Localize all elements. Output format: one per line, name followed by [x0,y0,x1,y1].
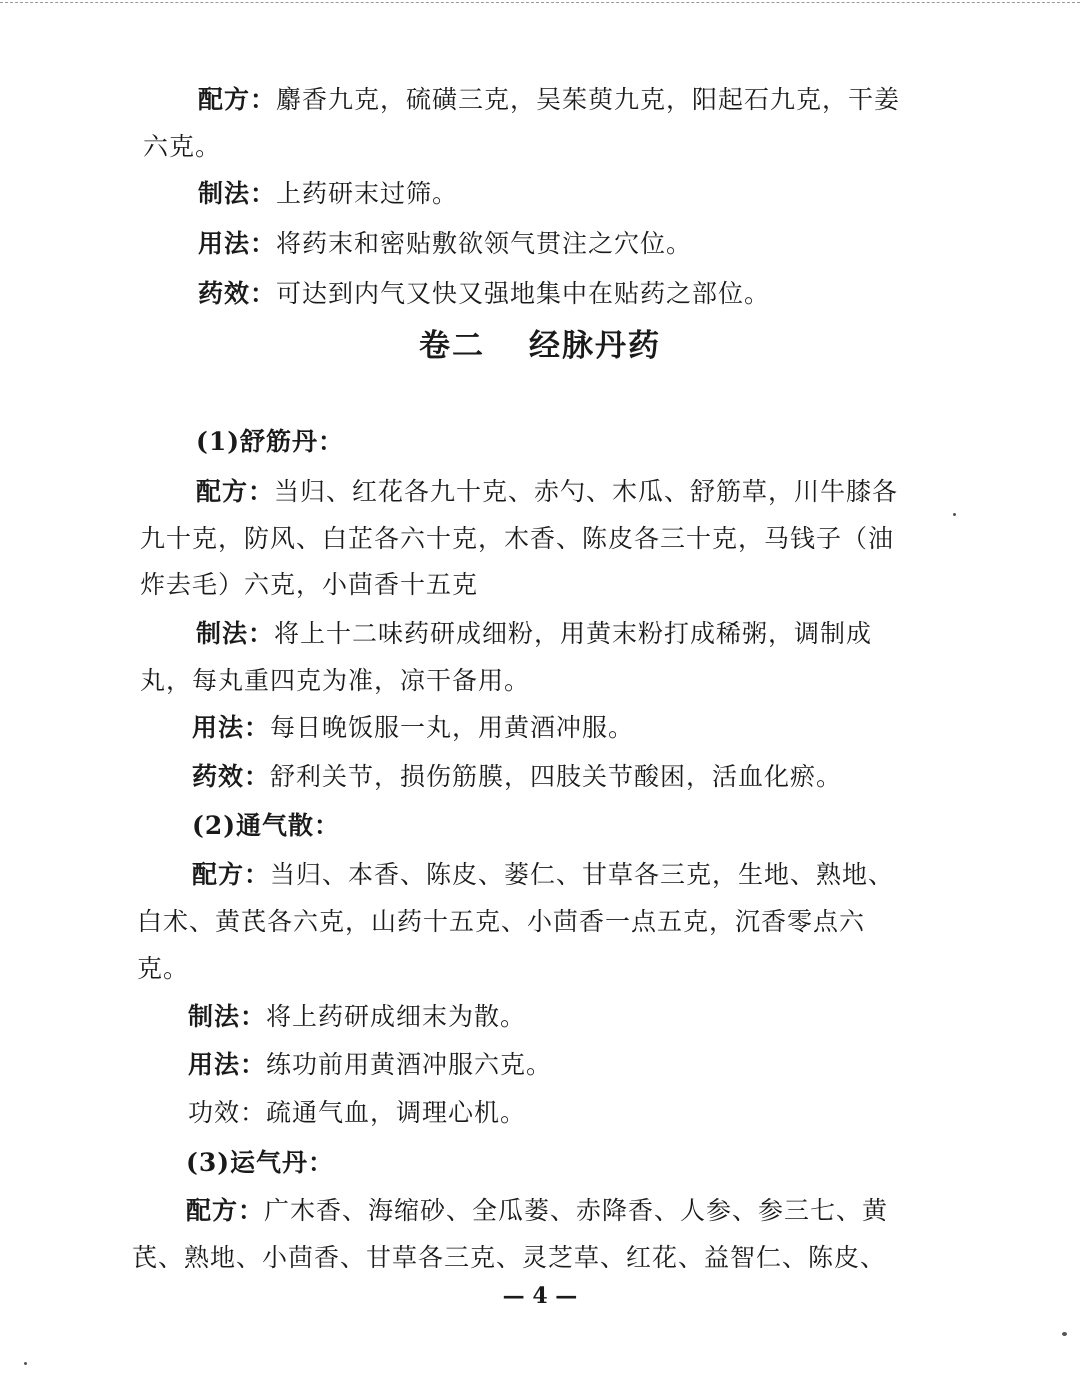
recipe-2-effect-label: 功效： [188,1098,267,1127]
top-usage-label: 用法： [198,229,277,258]
chapter-title: 经脉丹药 [529,328,661,364]
recipe-2-formula-line-2: 白术、黄芪各六克，山药十五克、小茴香一点五克，沉香零点六 [137,907,866,936]
recipe-2-formula-line-1 [192,859,894,891]
recipe-3-formula-line-1 [186,1195,888,1227]
top-formula-line-2: 六克。 [143,132,222,161]
top-usage-text: 将药末和密贴敷欲领气贯注之穴位。 [276,229,693,258]
page-number: — 4 — [502,1283,578,1309]
recipe-1-usage-text: 每日晚饭服一丸，用黄酒冲服。 [270,713,635,742]
recipe-2-formula-label: 配方： [192,860,271,889]
recipe-2-formula-line-3: 克。 [137,954,190,983]
recipe-2-formula-text-1: 当归、本香、陈皮、蒌仁、甘草各三克，生地、熟地、 [270,860,895,889]
recipe-1-formula-text-1: 当归、红花各九十克、赤勺、木瓜、舒筋草，川牛膝各 [274,477,899,506]
recipe-1-effect-label: 药效： [192,762,271,791]
recipe-1-effect-line [192,761,842,793]
top-usage-line [198,228,692,260]
recipe-2-usage-label: 用法： [188,1050,267,1079]
recipe-1-formula-line-3: 炸去毛）六克，小茴香十五克 [140,570,479,599]
recipe-3-formula-text-1: 广木香、海缩砂、全瓜蒌、赤降香、人参、参三七、黄 [264,1196,889,1225]
recipe-1-usage-label: 用法： [192,713,271,742]
recipe-1-method-line-2: 丸，每丸重四克为准，凉干备用。 [140,666,531,695]
top-method-text: 上药研末过筛。 [276,179,459,208]
recipe-1-title: (1)舒筋丹： [196,427,345,456]
recipe-1-effect-text: 舒利关节，损伤筋膜，四肢关节酸困，活血化瘀。 [270,762,843,791]
recipe-1-formula-label: 配方： [196,477,275,506]
scan-speck [1062,1332,1067,1336]
top-scan-edge [0,2,1080,3]
top-formula-label: 配方： [198,85,277,114]
recipe-3-formula-line-2: 芪、熟地、小茴香、甘草各三克、灵芝草、红花、益智仁、陈皮、 [132,1243,887,1272]
recipe-1-formula-line-1 [196,476,898,508]
chapter-heading [0,326,1080,366]
recipe-3-title: (3)运气丹： [186,1148,335,1177]
top-effect-text: 可达到内气又快又强地集中在贴药之部位。 [276,279,771,308]
top-method-label: 制法： [198,179,277,208]
top-formula-line-1 [198,84,900,116]
top-effect-line [198,278,770,310]
recipe-2-usage-line [188,1049,552,1081]
recipe-2-usage-text: 练功前用黄酒冲服六克。 [266,1050,553,1079]
recipe-2-method-text: 将上药研成细末为散。 [266,1002,527,1031]
recipe-1-method-text-1: 将上十二味药研成细粉，用黄末粉打成稀粥，调制成 [274,619,873,648]
recipe-2-effect-line [188,1097,526,1129]
top-formula-text-1: 麝香九克，硫磺三克，吴茱萸九克，阳起石九克，干姜 [276,85,901,114]
recipe-2-title: (2)通气散： [192,811,341,840]
recipe-2-method-label: 制法： [188,1002,267,1031]
recipe-1-formula-line-2: 九十克，防风、白芷各六十克，木香、陈皮各三十克，马钱子（油 [140,524,895,553]
recipe-2-method-line [188,1001,526,1033]
recipe-1-method-line-1 [196,618,872,650]
chapter-volume: 卷二 [419,328,485,364]
top-method-line [198,178,458,210]
recipe-1-usage-line [192,712,634,744]
scan-speck [953,513,956,516]
top-effect-label: 药效： [198,279,277,308]
recipe-1-method-label: 制法： [196,619,275,648]
scan-speck [24,1362,27,1365]
recipe-2-effect-text: 疏通气血，调理心机。 [266,1098,527,1127]
recipe-3-formula-label: 配方： [186,1196,265,1225]
